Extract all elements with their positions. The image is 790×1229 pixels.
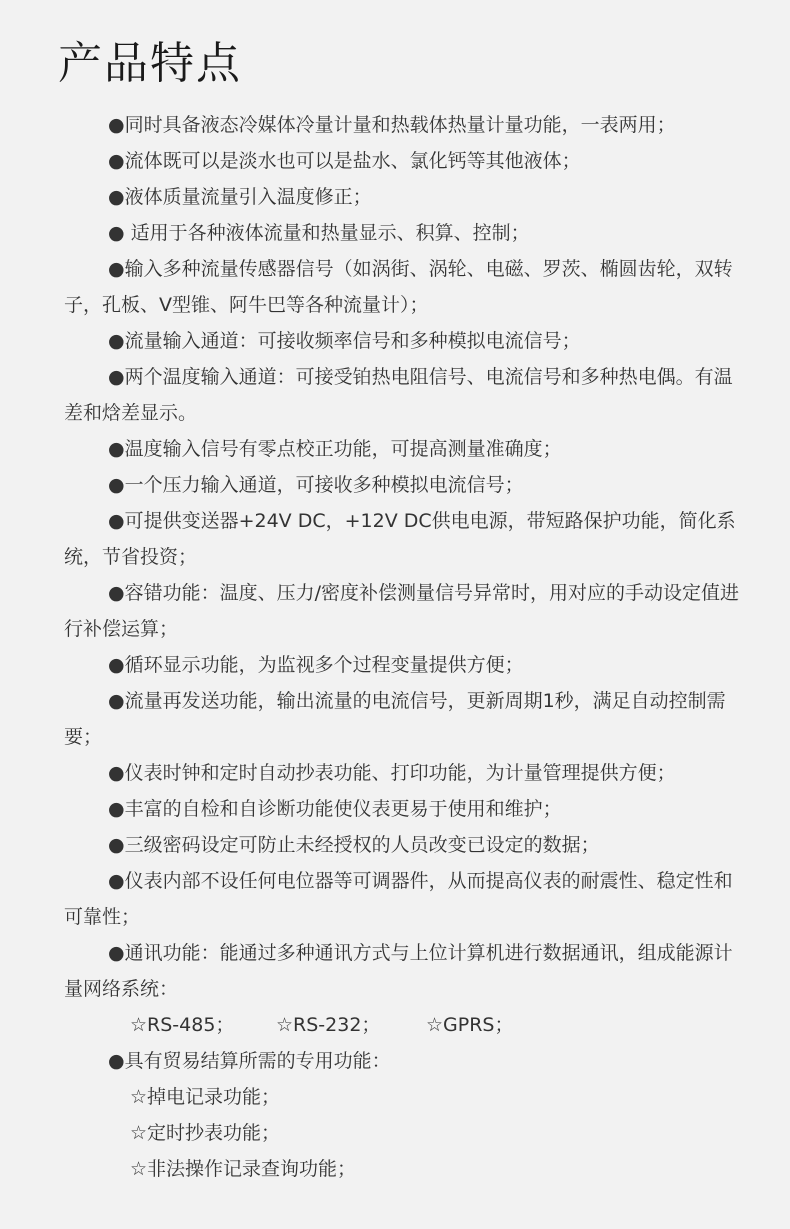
feature-item: ●通讯功能：能通过多种通讯方式与上位计算机进行数据通讯，组成能源计量网络系统： bbox=[64, 942, 733, 1000]
protocol-rs485: ☆RS-485； bbox=[130, 1014, 235, 1036]
feature-item: ●液体质量流量引入温度修正； bbox=[108, 186, 372, 208]
trade-item: ☆非法操作记录查询功能； bbox=[130, 1158, 357, 1180]
feature-item: ●一个压力输入通道，可接收多种模拟电流信号； bbox=[108, 474, 524, 496]
feature-item: ●流量输入通道：可接收频率信号和多种模拟电流信号； bbox=[108, 330, 581, 352]
trade-heading: ●具有贸易结算所需的专用功能： bbox=[108, 1050, 391, 1072]
feature-item: ●循环显示功能，为监视多个过程变量提供方便； bbox=[108, 654, 524, 676]
feature-item: ●可提供变送器+24V DC，+12V DC供电电源，带短路保护功能，简化系统，节省投资； bbox=[64, 510, 736, 568]
feature-item: ●两个温度输入通道：可接受铂热电阻信号、电流信号和多种热电偶。有温差和焓差显示。 bbox=[64, 366, 733, 424]
feature-item: ●温度输入信号有零点校正功能，可提高测量准确度； bbox=[108, 438, 562, 460]
feature-item: ●丰富的自检和自诊断功能使仪表更易于使用和维护； bbox=[108, 798, 562, 820]
protocol-list bbox=[64, 1007, 744, 1043]
feature-list bbox=[64, 107, 744, 1187]
feature-item: ●仪表内部不设任何电位器等可调器件，从而提高仪表的耐震性、稳定性和可靠性； bbox=[64, 870, 733, 928]
page-title: 产品特点 bbox=[58, 38, 242, 89]
trade-item: ☆掉电记录功能； bbox=[130, 1086, 281, 1108]
feature-item: ●流体既可以是淡水也可以是盐水、氯化钙等其他液体； bbox=[108, 150, 581, 172]
feature-item: ● 适用于各种液体流量和热量显示、积算、控制； bbox=[108, 222, 530, 244]
trade-item: ☆定时抄表功能； bbox=[130, 1122, 281, 1144]
feature-item: ●三级密码设定可防止未经授权的人员改变已设定的数据； bbox=[108, 834, 600, 856]
protocol-rs232: ☆RS-232； bbox=[276, 1014, 381, 1036]
feature-item: ●输入多种流量传感器信号（如涡街、涡轮、电磁、罗茨、椭圆齿轮，双转子，孔板、V型锥、阿牛巴等各种流量计）； bbox=[64, 258, 733, 316]
feature-item: ●容错功能：温度、压力/密度补偿测量信号异常时，用对应的手动设定值进行补偿运算； bbox=[64, 582, 739, 640]
feature-item: ●流量再发送功能，输出流量的电流信号，更新周期1秒，满足自动控制需要； bbox=[64, 690, 726, 748]
feature-item: ●同时具备液态冷媒体冷量计量和热载体热量计量功能，一表两用； bbox=[108, 114, 676, 136]
protocol-gprs: ☆GPRS； bbox=[426, 1014, 514, 1036]
feature-item: ●仪表时钟和定时自动抄表功能、打印功能，为计量管理提供方便； bbox=[108, 762, 676, 784]
